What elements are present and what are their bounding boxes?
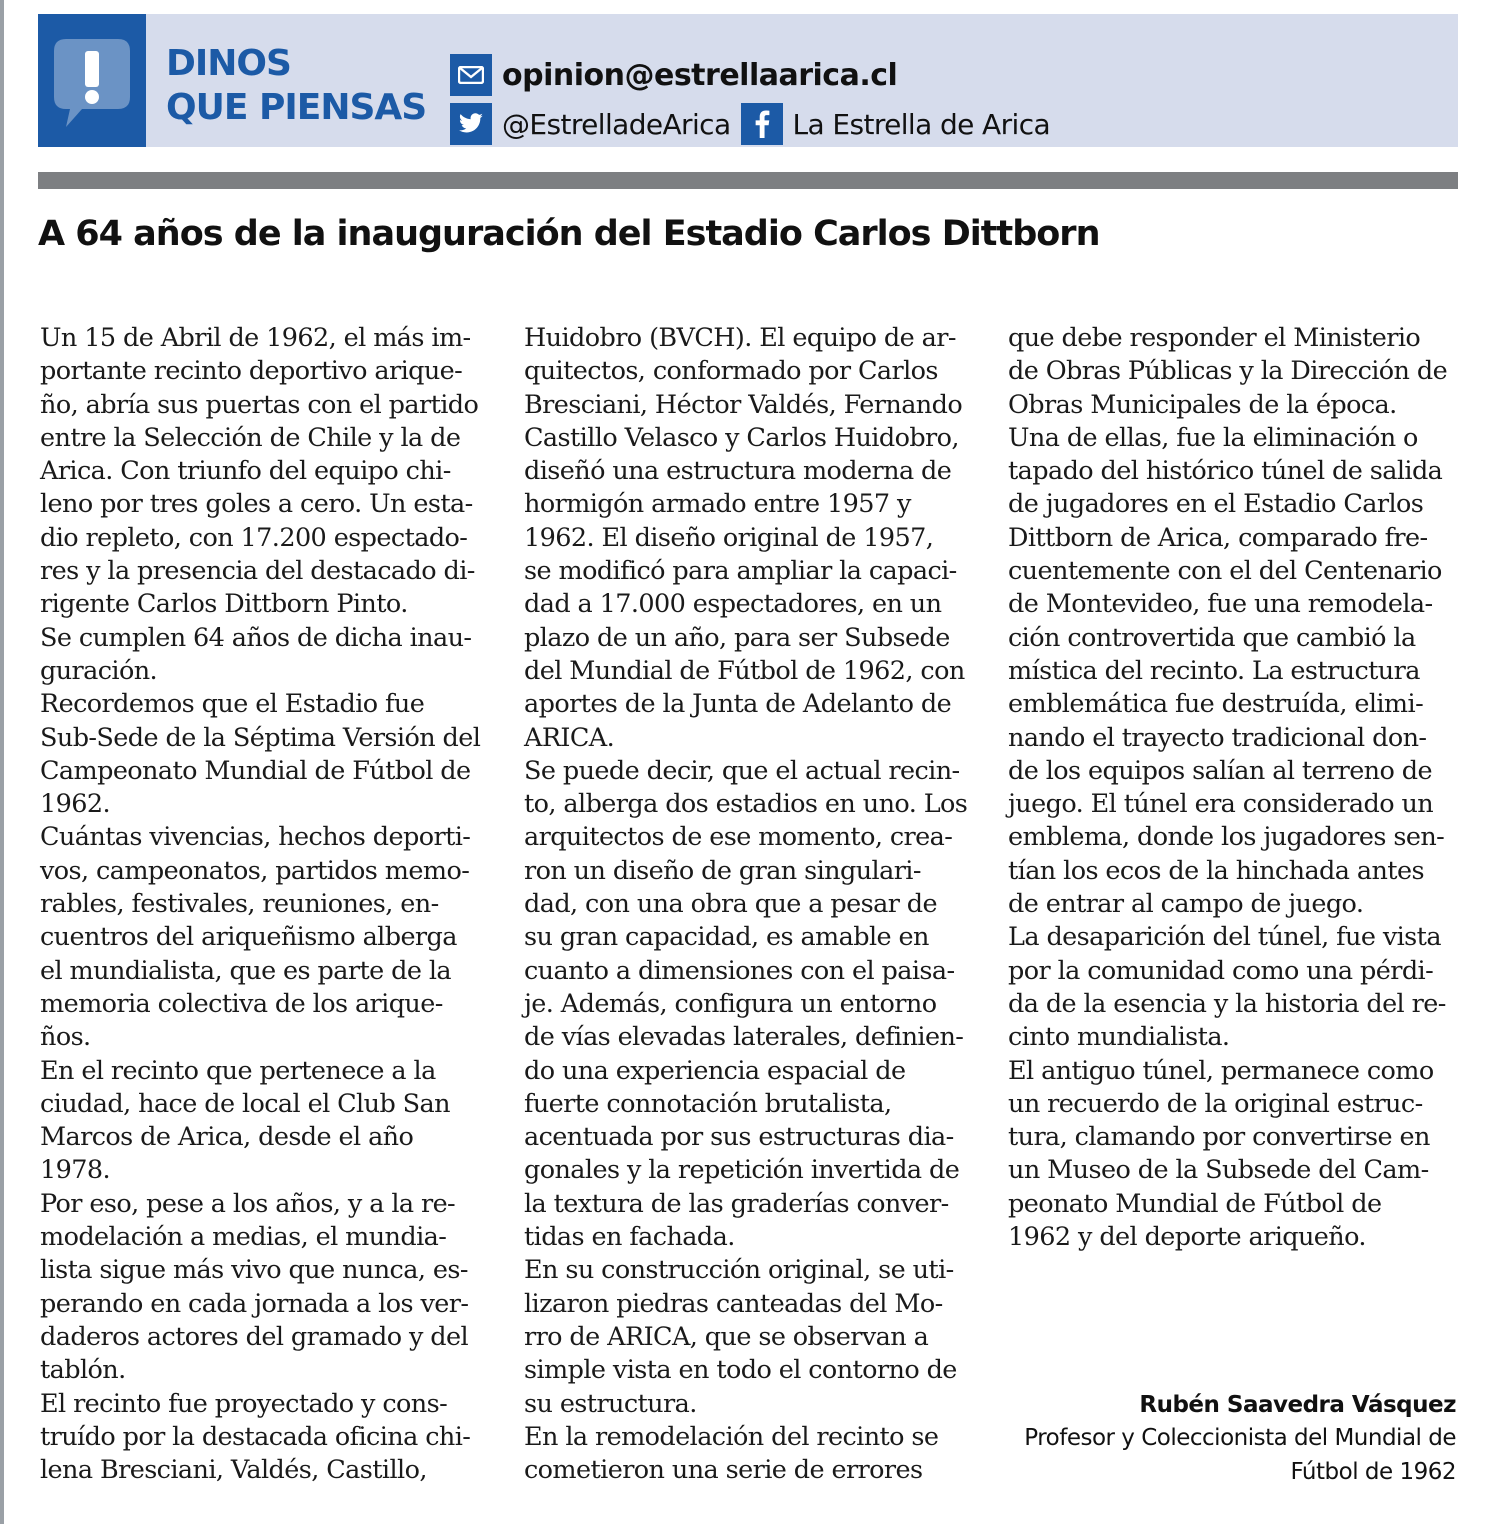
article-text-line: de Obras Públicas y la Dirección de	[1008, 356, 1448, 387]
section-title-line1: DINOS	[166, 43, 291, 84]
article-text-line: la textura de las graderías conver-	[524, 1188, 949, 1219]
article-text-line: Un 15 de Abril de 1962, el más im-	[40, 323, 471, 353]
article-text-line: quitectos, conformado por Carlos	[524, 356, 938, 387]
article-column-3	[1008, 322, 1447, 1254]
twitter-icon	[450, 103, 492, 145]
article-text-line: su gran capacidad, es amable en	[524, 922, 929, 953]
section-title-line2: QUE PIENSAS	[166, 87, 427, 128]
article-text-line: Recordemos que el Estadio fue	[40, 689, 425, 720]
article-text-line: simple vista en todo el contorno de	[524, 1355, 957, 1386]
article-text-line: 1962 y del deporte ariqueño.	[1008, 1222, 1366, 1253]
article-text-line: acentuada por sus estructuras dia-	[524, 1122, 954, 1153]
article-text-line: res y la presencia del destacado di-	[40, 556, 475, 587]
article-text-line: cuentros del ariqueñismo alberga	[40, 922, 457, 953]
article-text-line: juego. El túnel era considerado un	[1008, 789, 1434, 820]
article-text-line: arquitectos de ese momento, crea-	[524, 822, 953, 853]
article-text-line: lizaron piedras canteadas del Mo-	[524, 1288, 943, 1319]
article-text-line: Se cumplen 64 años de dicha inau-	[40, 622, 472, 653]
article-text-line: aportes de la Junta de Adelanto de	[524, 689, 952, 720]
article-text-line: En su construcción original, se uti-	[524, 1255, 954, 1286]
article-text-line: rables, festivales, reuniones, en-	[40, 889, 439, 920]
article-text-line: perando en cada jornada a los ver-	[40, 1288, 469, 1319]
article-text-line: tidas en fachada.	[524, 1222, 735, 1253]
article-text-line: Arica. Con triunfo del equipo chi-	[40, 456, 451, 487]
article-text-line: Se puede decir, que el actual recin-	[524, 755, 960, 786]
email-contact	[450, 54, 897, 96]
article-text-line: mística del recinto. La estructura	[1008, 655, 1420, 686]
article-text-line: tura, clamando por convertirse en	[1008, 1122, 1430, 1153]
article-text-line: su estructura.	[524, 1388, 697, 1419]
article-text-line: el mundialista, que es parte de la	[40, 955, 451, 986]
article-text-line: de Montevideo, fue una remodela-	[1008, 589, 1433, 620]
article-text-line: tapado del histórico túnel de salida	[1008, 456, 1443, 487]
article-text-line: emblema, donde los jugadores sen-	[1008, 822, 1445, 853]
article-text-line: ron un diseño de gran singulari-	[524, 855, 921, 886]
article-text-line: Campeonato Mundial de Fútbol de	[40, 755, 471, 786]
article-text-line: se modificó para ampliar la capaci-	[524, 556, 957, 587]
article-text-line: fuerte connotación brutalista,	[524, 1088, 892, 1119]
article-text-line: nando el trayecto tradicional don-	[1008, 722, 1427, 753]
article-column-1	[40, 322, 480, 1487]
article-text-line: Castillo Velasco y Carlos Huidobro,	[524, 422, 959, 453]
article-text-line: tían los ecos de la hinchada antes	[1008, 855, 1424, 886]
facebook-page[interactable]: La Estrella de Arica	[792, 107, 1051, 141]
article-text-line: ños.	[40, 1022, 91, 1053]
article-column-2	[524, 322, 967, 1487]
article-text-line: Huidobro (BVCH). El equipo de ar-	[524, 323, 956, 353]
article-text-line: cuentemente con el del Centenario	[1008, 556, 1442, 587]
article-text-line: ño, abría sus puertas con el partido	[40, 389, 479, 420]
article-text-line: truído por la destacada oficina chi-	[40, 1421, 471, 1452]
article-text-line: to, alberga dos estadios en uno. Los	[524, 789, 968, 820]
author-signature	[1024, 1389, 1456, 1489]
article-text-line: La desaparición del túnel, fue vista	[1008, 922, 1441, 953]
email-icon	[450, 54, 492, 96]
article-text-line: que debe responder el Ministerio	[1008, 323, 1421, 353]
article-text-line: ciudad, hace de local el Club San	[40, 1088, 450, 1119]
article-text-line: un recuerdo de la original estruc-	[1008, 1088, 1423, 1119]
article-text-line: de los equipos salían al terreno de	[1008, 755, 1432, 786]
article-text-line: leno por tres goles a cero. Un esta-	[40, 489, 473, 520]
article-text-line: 1962.	[40, 789, 111, 820]
article-text-line: por la comunidad como una pérdi-	[1008, 955, 1434, 986]
article-text-line: Marcos de Arica, desde el año	[40, 1122, 414, 1153]
article-text-line: portante recinto deportivo arique-	[40, 356, 463, 387]
article-text-line: guración.	[40, 655, 158, 686]
article-text-line: daderos actores del gramado y del	[40, 1321, 469, 1352]
article-text-line: de jugadores en el Estadio Carlos	[1008, 489, 1424, 520]
article-text-line: vos, campeonatos, partidos memo-	[40, 855, 470, 886]
facebook-icon	[741, 103, 783, 145]
article-headline: A 64 años de la inauguración del Estadio Carlos Dittborn	[38, 214, 1100, 254]
article-text-line: 1962. El diseño original de 1957,	[524, 522, 934, 553]
author-name: Rubén Saavedra Vásquez	[1139, 1392, 1456, 1418]
article-text-line: memoria colectiva de los arique-	[40, 988, 443, 1019]
article-text-line: gonales y la repetición invertida de	[524, 1155, 960, 1186]
article-text-line: lena Bresciani, Valdés, Castillo,	[40, 1455, 427, 1486]
article-text-line: rro de ARICA, que se observan a	[524, 1321, 929, 1352]
article-text-line: Cuántas vivencias, hechos deporti-	[40, 822, 471, 853]
twitter-handle[interactable]: @EstrelladeArica	[502, 107, 731, 141]
article-text-line: cuanto a dimensiones con el paisa-	[524, 955, 955, 986]
article-text-line: de entrar al campo de juego.	[1008, 889, 1364, 920]
article-text-line: dad a 17.000 espectadores, en un	[524, 589, 942, 620]
opinion-banner	[38, 14, 1458, 147]
email-address[interactable]: opinion@estrellaarica.cl	[502, 57, 898, 93]
section-divider	[38, 172, 1458, 189]
article-text-line: Por eso, pese a los años, y a la re-	[40, 1188, 456, 1219]
author-role-line2: Fútbol de 1962	[1290, 1458, 1456, 1485]
article-text-line: dio repleto, con 17.200 espectado-	[40, 522, 468, 553]
article-text-line: plazo de un año, para ser Subsede	[524, 622, 950, 653]
article-text-line: En la remodelación del recinto se	[524, 1421, 939, 1452]
article-text-line: Bresciani, Héctor Valdés, Fernando	[524, 389, 963, 420]
article-text-line: modelación a medias, el mundia-	[40, 1222, 447, 1253]
article-text-line: El recinto fue proyectado y cons-	[40, 1388, 448, 1419]
article-text-line: un Museo de la Subsede del Cam-	[1008, 1155, 1429, 1186]
article-text-line: emblemática fue destruída, elimi-	[1008, 689, 1424, 720]
section-title	[166, 42, 426, 130]
article-text-line: lista sigue más vivo que nunca, es-	[40, 1255, 468, 1286]
article-text-line: da de la esencia y la historia del re-	[1008, 988, 1446, 1019]
article-text-line: cinto mundialista.	[1008, 1022, 1230, 1053]
author-role-line1: Profesor y Coleccionista del Mundial de	[1024, 1425, 1456, 1452]
article-text-line: de vías elevadas laterales, definien-	[524, 1022, 964, 1053]
article-text-line: tablón.	[40, 1355, 126, 1386]
article-text-line: hormigón armado entre 1957 y	[524, 489, 911, 520]
article-text-line: 1978.	[40, 1155, 111, 1186]
article-text-line: del Mundial de Fútbol de 1962, con	[524, 655, 965, 686]
article-text-line: entre la Selección de Chile y la de	[40, 422, 461, 453]
article-text-line: ción controvertida que cambió la	[1008, 622, 1416, 653]
article-text-line: peonato Mundial de Fútbol de	[1008, 1188, 1382, 1219]
article-text-line: je. Además, configura un entorno	[524, 988, 937, 1019]
article-text-line: ARICA.	[524, 722, 615, 753]
article-text-line: cometieron una serie de errores	[524, 1455, 923, 1486]
article-text-line: dad, con una obra que a pesar de	[524, 889, 938, 920]
article-text-line: Una de ellas, fue la eliminación o	[1008, 422, 1418, 453]
article-text-line: do una experiencia espacial de	[524, 1055, 906, 1086]
article-text-line: Obras Municipales de la época.	[1008, 389, 1397, 420]
article-text-line: Sub-Sede de la Séptima Versión del	[40, 722, 481, 753]
page-edge-rule	[0, 0, 4, 1524]
speech-bubble-exclamation-icon	[38, 14, 146, 147]
article-text-line: En el recinto que pertenece a la	[40, 1055, 436, 1086]
social-contacts	[450, 103, 1050, 145]
article-text-line: rigente Carlos Dittborn Pinto.	[40, 589, 408, 620]
article-text-line: Dittborn de Arica, comparado fre-	[1008, 522, 1428, 553]
article-text-line: diseñó una estructura moderna de	[524, 456, 952, 487]
article-text-line: El antiguo túnel, permanece como	[1008, 1055, 1434, 1086]
